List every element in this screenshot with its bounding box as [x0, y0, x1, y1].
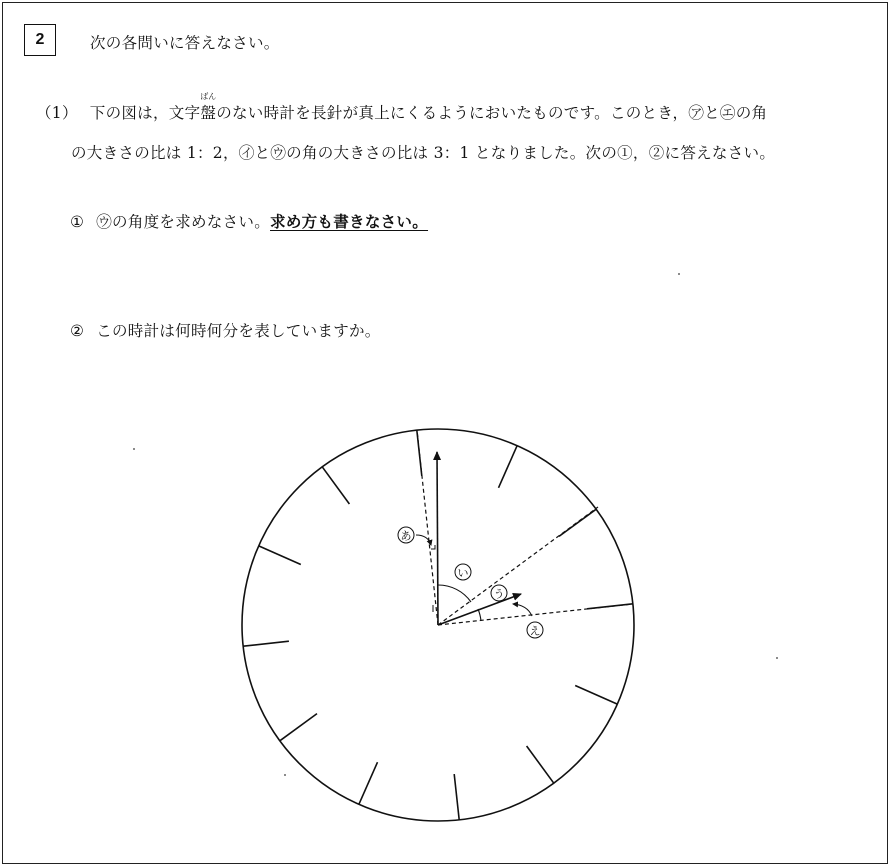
angle-a-bracket — [431, 545, 435, 549]
ruby-reading: ばん — [200, 92, 217, 101]
sub2-number: ② — [70, 322, 85, 340]
hour-tick — [499, 446, 518, 488]
angle-label-e — [527, 622, 543, 638]
callout-arrow-a — [416, 535, 431, 545]
hour-tick — [243, 641, 289, 646]
scan-speck — [678, 273, 680, 275]
angle-label-a — [398, 527, 414, 543]
hour-tick — [454, 774, 459, 820]
ruby-base: 盤 — [200, 104, 217, 122]
hour-tick — [359, 762, 378, 804]
svg-text:う: う — [493, 587, 505, 601]
long-hand — [437, 452, 438, 625]
angle-u-arc — [478, 609, 481, 621]
hour-tick — [527, 746, 554, 783]
scan-speck — [284, 774, 286, 776]
part1-text-after-ruby: のない時計を長針が真上にくるようにおいたものです。このとき，㋐と㋓の角 — [216, 104, 768, 122]
part1-text-before-ruby: 下の図は，文字 — [89, 104, 201, 122]
svg-text:え: え — [529, 624, 541, 638]
hour-tick — [322, 467, 349, 504]
hour-tick — [280, 714, 317, 741]
sub1-bold-instruction: 求め方も書きなさい。 — [270, 212, 429, 231]
scan-speck — [133, 448, 135, 450]
svg-text:い: い — [457, 566, 469, 580]
sub1-number: ① — [70, 213, 85, 231]
sub1-text: ㋒の角度を求めなさい。 — [96, 213, 271, 231]
scan-speck — [776, 657, 778, 659]
question-number-box: 2 — [24, 24, 56, 56]
part1-label: （1） — [36, 104, 78, 122]
sub2-text: この時計は何時何分を表していますか。 — [96, 322, 381, 340]
hour-tick — [259, 546, 301, 565]
svg-text:あ: あ — [400, 529, 412, 543]
angle-i-arc — [438, 585, 471, 602]
hour-tick — [575, 686, 617, 705]
part1-line2: の大きさの比は 1：2，㋑と㋒の角の大きさの比は 3：1 となりました。次の①，②に答えなさい。 — [71, 144, 776, 162]
question-instruction: 次の各問いに答えなさい。 — [90, 34, 280, 52]
short-hand — [438, 594, 521, 625]
callout-arrow-e — [513, 604, 532, 616]
angle-label-u — [491, 585, 507, 601]
angle-label-i — [455, 564, 471, 580]
